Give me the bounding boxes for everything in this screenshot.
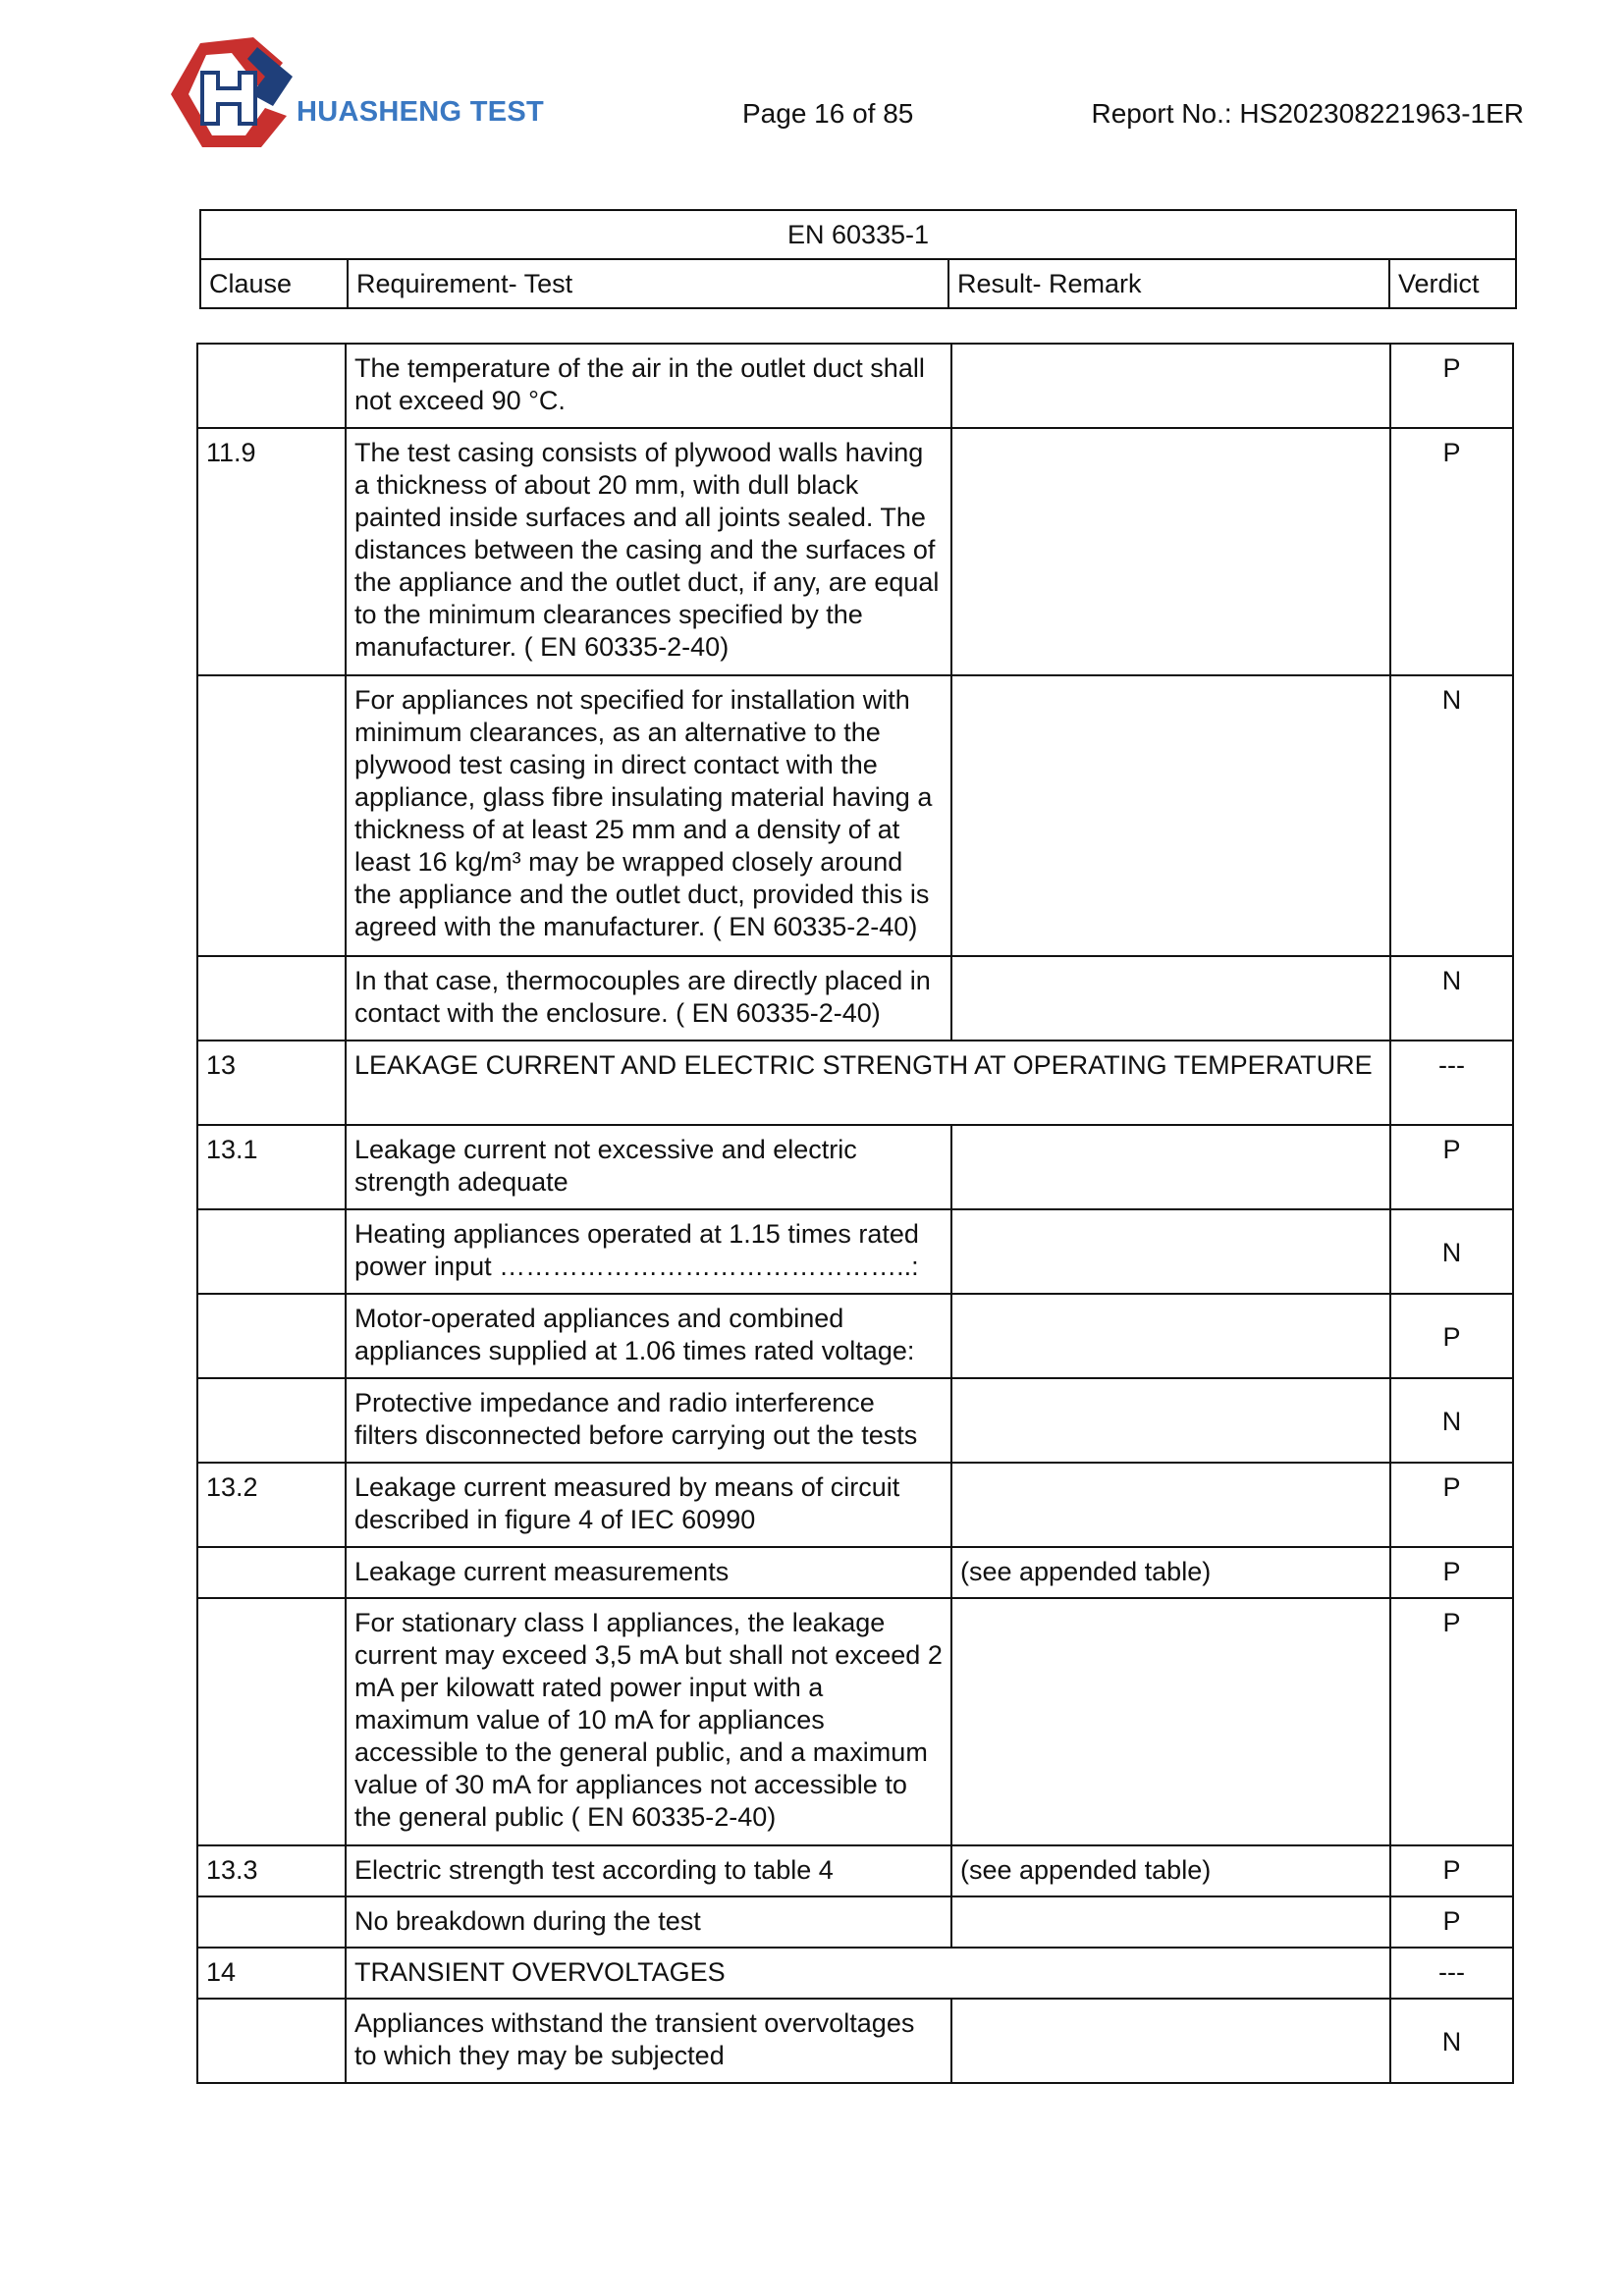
table-row — [197, 1547, 1513, 1598]
verdict-cell: P — [1390, 1598, 1513, 1845]
column-header-verdict: Verdict — [1389, 259, 1516, 308]
verdict-cell: N — [1390, 956, 1513, 1041]
result-cell — [951, 1896, 1390, 1948]
result-cell — [951, 1463, 1390, 1547]
table-row — [197, 1598, 1513, 1845]
table-row — [197, 1125, 1513, 1209]
result-cell: (see appended table) — [951, 1547, 1390, 1598]
requirement-cell: The test casing consists of plywood walls having a thickness of about 20 mm, with dull black painted inside surfaces and all joints sealed. The distances between the casing and the surfaces of the appliance and the outlet duct, if any, are equal to the minimum clearances specified by the manufacturer. ( EN 60335-2-40) — [346, 428, 951, 675]
verdict-cell: P — [1390, 1125, 1513, 1209]
clause-cell — [197, 1999, 346, 2083]
column-header-clause: Clause — [200, 259, 348, 308]
requirement-cell: In that case, thermocouples are directly placed in contact with the enclosure. ( EN 60335-2-40) — [346, 956, 951, 1041]
verdict-cell: P — [1390, 344, 1513, 428]
section-title: LEAKAGE CURRENT AND ELECTRIC STRENGTH AT OPERATING TEMPERATURE — [346, 1041, 1390, 1125]
result-cell — [951, 428, 1390, 675]
table-row — [197, 1845, 1513, 1896]
verdict-cell: --- — [1390, 1041, 1513, 1125]
page-number: Page 16 of 85 — [742, 98, 914, 129]
verdict-cell: N — [1390, 675, 1513, 956]
clause-cell: 13.2 — [197, 1463, 346, 1547]
verdict-cell: P — [1390, 1463, 1513, 1547]
table-row — [197, 1294, 1513, 1378]
result-cell — [951, 1378, 1390, 1463]
clause-cell — [197, 956, 346, 1041]
result-cell — [951, 1125, 1390, 1209]
clause-cell — [197, 1598, 346, 1845]
table-row — [197, 1896, 1513, 1948]
requirement-cell: The temperature of the air in the outlet duct shall not exceed 90 °C. — [346, 344, 951, 428]
report-number: Report No.: HS202308221963-1ER — [1091, 98, 1524, 129]
table-row — [197, 1378, 1513, 1463]
table-row — [197, 428, 1513, 675]
clause-cell — [197, 1547, 346, 1598]
clause-table — [196, 343, 1514, 2084]
clause-cell: 13.3 — [197, 1845, 346, 1896]
table-row — [197, 956, 1513, 1041]
clause-cell — [197, 1294, 346, 1378]
verdict-cell: P — [1390, 1845, 1513, 1896]
verdict-cell: P — [1390, 1896, 1513, 1948]
verdict-cell: P — [1390, 1547, 1513, 1598]
clause-cell — [197, 675, 346, 956]
table-row — [197, 1209, 1513, 1294]
section-row — [197, 1948, 1513, 1999]
result-cell — [951, 1209, 1390, 1294]
standard-title: EN 60335-1 — [200, 210, 1516, 259]
section-title: TRANSIENT OVERVOLTAGES — [346, 1948, 1390, 1999]
result-cell — [951, 1598, 1390, 1845]
verdict-cell: --- — [1390, 1948, 1513, 1999]
requirement-cell: Leakage current not excessive and electric strength adequate — [346, 1125, 951, 1209]
verdict-cell: P — [1390, 1294, 1513, 1378]
verdict-cell: P — [1390, 428, 1513, 675]
result-cell: (see appended table) — [951, 1845, 1390, 1896]
clause-cell: 13.1 — [197, 1125, 346, 1209]
verdict-cell: N — [1390, 1209, 1513, 1294]
requirement-cell: Electric strength test according to table 4 — [346, 1845, 951, 1896]
table-row — [197, 675, 1513, 956]
result-cell — [951, 1294, 1390, 1378]
table-row — [197, 1463, 1513, 1547]
clause-cell — [197, 344, 346, 428]
standard-header-table — [199, 209, 1517, 309]
section-row — [197, 1041, 1513, 1125]
column-header-result: Result- Remark — [948, 259, 1389, 308]
clause-cell: 11.9 — [197, 428, 346, 675]
brand-name: HUASHENG TEST — [297, 96, 545, 128]
table-row — [197, 344, 1513, 428]
clause-cell: 14 — [197, 1948, 346, 1999]
requirement-cell: Appliances withstand the transient overvoltages to which they may be subjected — [346, 1999, 951, 2083]
requirement-cell: Leakage current measured by means of circuit described in figure 4 of IEC 60990 — [346, 1463, 951, 1547]
result-cell — [951, 956, 1390, 1041]
verdict-cell: N — [1390, 1378, 1513, 1463]
requirement-cell: Leakage current measurements — [346, 1547, 951, 1598]
result-cell — [951, 675, 1390, 956]
column-header-requirement: Requirement- Test — [348, 259, 948, 308]
verdict-cell: N — [1390, 1999, 1513, 2083]
clause-cell — [197, 1896, 346, 1948]
clause-cell — [197, 1209, 346, 1294]
requirement-cell: Heating appliances operated at 1.15 times rated power input ………………………………………..: — [346, 1209, 951, 1294]
result-cell — [951, 344, 1390, 428]
huasheng-logo-icon — [163, 33, 300, 151]
requirement-cell: For appliances not specified for installation with minimum clearances, as an alternative to the plywood test casing in direct contact with the appliance, glass fibre insulating material having a thickness of at least 25 mm and a density of at least 16 kg/m³ may be wrapped closely around the appliance and the outlet duct, provided this is agreed with the manufacturer. ( EN 60335-2-40) — [346, 675, 951, 956]
requirement-cell: No breakdown during the test — [346, 1896, 951, 1948]
clause-cell — [197, 1378, 346, 1463]
requirement-cell: For stationary class I appliances, the leakage current may exceed 3,5 mA but shall not exceed 2 mA per kilowatt rated power input with a maximum value of 10 mA for appliances accessible to the general public, and a maximum value of 30 mA for appliances not accessible to the general public ( EN 60335-2-40) — [346, 1598, 951, 1845]
table-row — [197, 1999, 1513, 2083]
clause-cell: 13 — [197, 1041, 346, 1125]
result-cell — [951, 1999, 1390, 2083]
requirement-cell: Motor-operated appliances and combined appliances supplied at 1.06 times rated voltage: — [346, 1294, 951, 1378]
requirement-cell: Protective impedance and radio interference filters disconnected before carrying out the tests — [346, 1378, 951, 1463]
